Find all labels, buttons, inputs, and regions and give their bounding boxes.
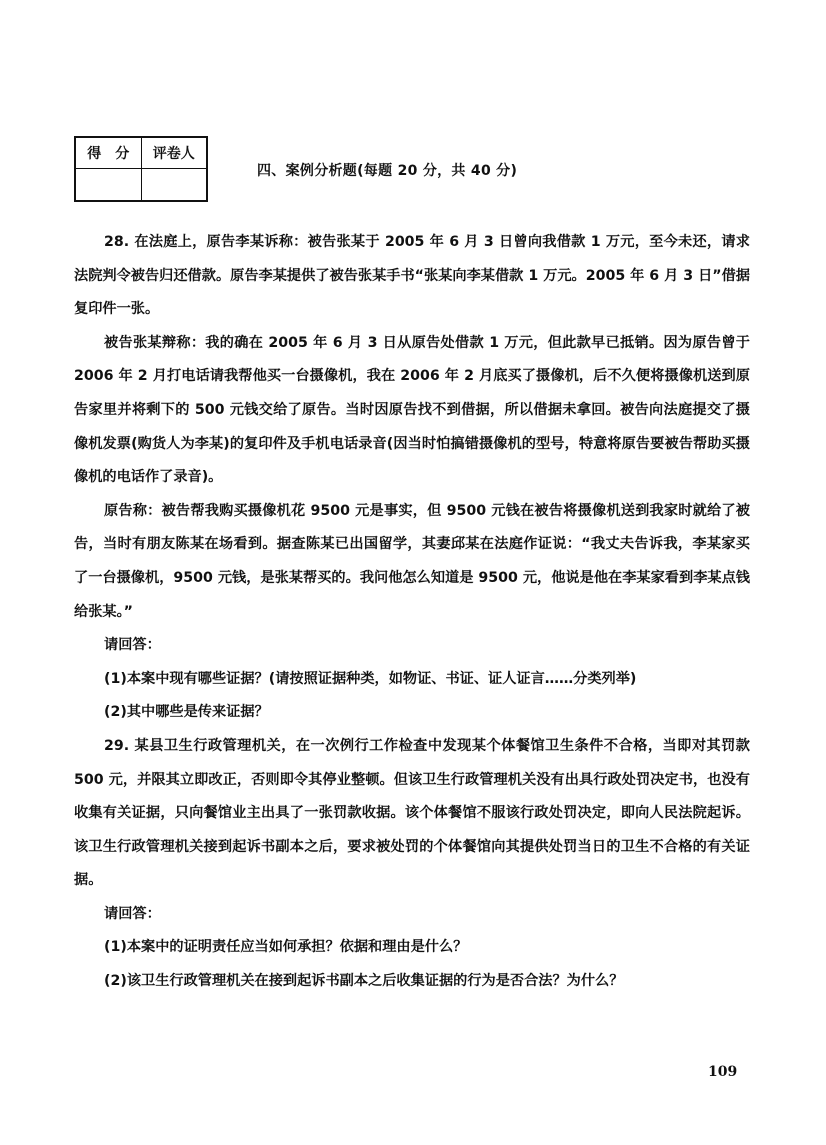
- score-label: 得 分: [75, 137, 141, 169]
- paragraph-q29-sub2: (2)该卫生行政管理机关在接到起诉书副本之后收集证据的行为是否合法？为什么？: [104, 973, 624, 990]
- paragraph-q29-case: 29. 某县卫生行政管理机关，在一次例行工作检查中发现某个体餐馆卫生条件不合格，当即对其罚款 500 元，并限其立即改正，否则即令其停业整顿。但该卫生行政管理机关没有出具行政处罚决定书，也没有收集有关证据，只向餐馆业主出具了一张罚款收据。该个体餐馆不服该行政处罚决定，即向人民法院起诉。该卫生行政管理机关接到起诉书副本之后，要求被处罚的个体餐馆向其提供处罚当日的卫生不合格的有关证据。: [74, 737, 750, 889]
- paragraph-q28-sub2: (2)其中哪些是传来证据？: [104, 704, 269, 721]
- score-table: [74, 136, 208, 202]
- paragraph-q28-sub1: (1)本案中现有哪些证据？(请按照证据种类，如物证、书证、证人证言……分类列举): [104, 670, 637, 687]
- paragraph-q29-sub1: (1)本案中的证明责任应当如何承担？依据和理由是什么？: [104, 939, 468, 956]
- page-number: 109: [708, 1064, 738, 1080]
- paragraph-q28-prompt: 请回答：: [104, 637, 161, 654]
- paragraph-q28-defense: 被告张某辩称：我的确在 2005 年 6 月 3 日从原告处借款 1 万元，但此款早已抵销。因为原告曾于 2006 年 2 月打电话请我帮他买一台摄像机，我在 2006 年 2 月底买了摄像机，后不久便将摄像机送到原告家里并将剩下的 500 元钱交给了原告。当时因原告找不到借据，所以借据未拿回。被告向法庭提交了摄像机发票(购货人为李某)的复印件及手机电话录音(因当时怕搞错摄像机的型号，特意将原告要被告帮助买摄像机的电话作了录音)。: [74, 334, 750, 486]
- grader-value-cell[interactable]: [141, 169, 207, 202]
- paragraph-q28-plaintiff: 原告称：被告帮我购买摄像机花 9500 元是事实，但 9500 元钱在被告将摄像机送到我家时就给了被告，当时有朋友陈某在场看到。据查陈某已出国留学，其妻邱某在法庭作证说：“我丈夫告诉我，李某家买了一台摄像机，9500 元钱，是张某帮买的。我问他怎么知道是 9500 元，他说是他在李某家看到李某点钱给张某。”: [74, 502, 750, 620]
- section-title: 四、案例分析题(每题 20 分，共 40 分): [257, 163, 518, 179]
- question-body: [74, 226, 750, 999]
- paragraph-q28-claim: 28. 在法庭上，原告李某诉称：被告张某于 2005 年 6 月 3 日曾向我借款 1 万元，至今未还，请求法院判令被告归还借款。原告李某提供了被告张某手书“张某向李某借款 1 万元。2005 年 6 月 3 日”借据复印件一张。: [74, 234, 750, 318]
- paragraph-q29-prompt: 请回答：: [104, 905, 161, 922]
- score-value-cell[interactable]: [75, 169, 141, 202]
- grader-label: 评卷人: [141, 137, 207, 169]
